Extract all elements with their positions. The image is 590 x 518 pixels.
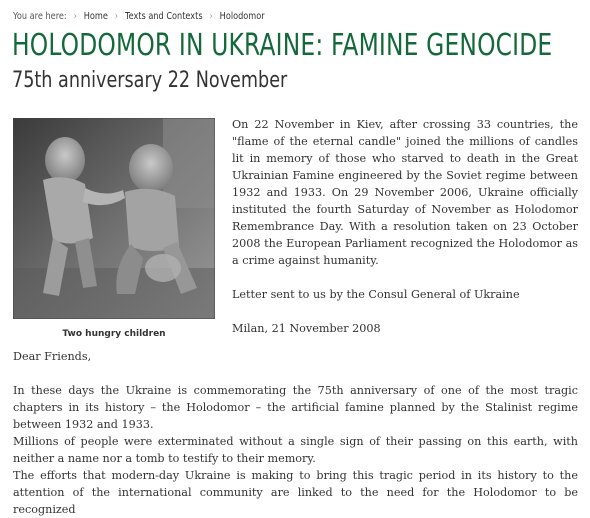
photo-caption: Two hungry children bbox=[62, 329, 166, 339]
letter-greeting: Dear Friends, bbox=[13, 350, 92, 363]
letter-paragraph: The efforts that modern-day Ukraine is making to bring this tragic period in its history to the attention of the international community are linked to the need for the Holodomor to be recognized bbox=[13, 469, 578, 516]
page-title: HOLODOMOR IN UKRAINE: FAMINE GENOCIDE bbox=[12, 28, 553, 63]
letter-paragraph: In these days the Ukraine is commemorating the 75th anniversary of one of the most tragic chapters in its history – the Holodomor – the artificial famine planned by the Stalinist regime between 1932 and 1933. bbox=[13, 384, 578, 431]
letter-date: Milan, 21 November 2008 bbox=[232, 322, 381, 335]
page-subtitle: 75th anniversary 22 November bbox=[12, 68, 288, 93]
breadcrumb-prefix: You are here: bbox=[13, 11, 67, 22]
intro-column bbox=[232, 116, 578, 337]
photo-image bbox=[13, 118, 215, 319]
chevron-right-icon: › bbox=[114, 11, 119, 22]
photo-two-hungry-children bbox=[13, 118, 215, 319]
letter-note: Letter sent to us by the Consul General of Ukraine bbox=[232, 288, 520, 301]
breadcrumb-current: Holodomor bbox=[219, 11, 265, 22]
breadcrumb bbox=[13, 11, 265, 22]
breadcrumb-link-home[interactable]: Home bbox=[83, 11, 108, 22]
chevron-right-icon: › bbox=[209, 11, 213, 22]
breadcrumb-link-texts-and-contexts[interactable]: Texts and Contexts bbox=[124, 11, 203, 22]
chevron-right-icon: › bbox=[73, 11, 77, 22]
letter-paragraph: Millions of people were exterminated without a single sign of their passing on this earth, with neither a name nor a tomb to testify to their memory. bbox=[13, 435, 578, 465]
letter-body bbox=[13, 348, 578, 518]
intro-paragraph: On 22 November in Kiev, after crossing 33 countries, the "flame of the eternal candle" joined the millions of candles lit in memory of those who starved to death in the Great Ukrainian Famine engineered by the Soviet regime between 1932 and 1933. On 29 November 2006, Ukraine officially instituted the fourth Saturday of November as Holodomor Remembrance Day. With a resolution taken on 23 October 2008 the European Parliament recognized the Holodomor as a crime against humanity. bbox=[232, 118, 578, 267]
